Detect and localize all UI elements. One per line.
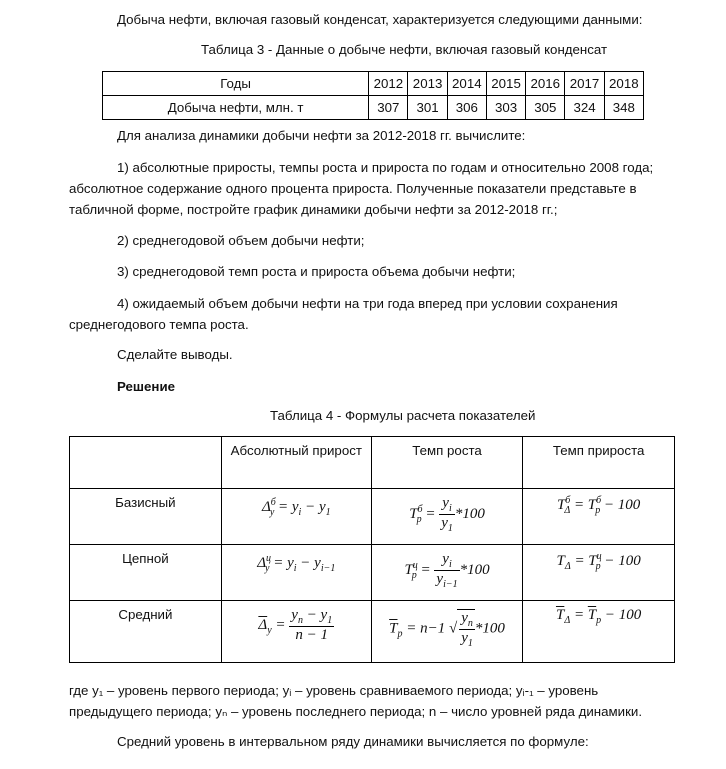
formula-increase-chain: $T_\Delta = T^ц_p - 100$ [523,545,675,601]
formula-growth-basic: $T^б_p$ = $\frac{y_i}{y_1}$ *100 [371,489,522,545]
table3-row-values [103,96,644,120]
table3-year: 2014 [447,72,486,96]
task-1: 1) абсолютные приросты, темпы роста и прироста по годам и относительно 2008 года; абсолютное содержание одного процента прироста. Полученные показатели представьте в табличной форме, постройте график динамики добычи нефти за 2012-2018 гг.; [69,160,654,217]
table3-value: 306 [447,96,486,120]
table4-row-label-cell [70,601,222,663]
task-2: 2) среднегодовой объем добычи нефти; [117,233,365,248]
table3-row-years [103,72,644,96]
table4-header-cell [221,437,371,489]
table3 [102,71,644,120]
formula-increase-basic: $T^б_\Delta = T^б_p - 100$ [523,489,675,545]
table4-row-average [70,601,675,663]
table3-year: 2016 [526,72,565,96]
intro-text: Добыча нефти, включая газовый конденсат, характеризуется следующими данными: [117,12,643,27]
table4-row-label-cell [70,489,222,545]
table4-row-basic [70,489,675,545]
task-3: 3) среднегодовой темп роста и прироста объема добычи нефти; [117,264,516,279]
table4-header-cell [371,437,522,489]
table4-caption: Таблица 4 - Формулы расчета показателей [270,408,536,423]
table3-value: 307 [369,96,408,120]
table4-header-row [70,437,675,489]
table3-value: 324 [565,96,604,120]
last-line: Средний уровень в интервальном ряду динамики вычисляется по формуле: [117,734,589,749]
table3-year: 2012 [369,72,408,96]
formula-abs-chain: $\Delta^ц_y = y_i - y_{i-1}$ [221,545,371,601]
formula-abs-average: $\overline{\Delta}_y$ = $\frac{y_n - y_1}{n - 1}$ [221,601,371,663]
table3-value: 348 [604,96,643,120]
formula-growth-chain: $T^ц_p$ = $\frac{y_i}{y_{i-1}}$ *100 [371,545,522,601]
table3-year: 2013 [408,72,447,96]
table4-row-label-cell [70,545,222,601]
table3-header-label: Годы [103,72,369,96]
table3-year: 2017 [565,72,604,96]
solution-heading: Решение [117,379,176,394]
task-4: 4) ожидаемый объем добычи нефти на три года вперед при условии сохранения среднегодового темпа роста. [69,296,618,332]
formula-abs-basic: $\Delta^б_y = y_i - y_1$ [221,489,371,545]
table4-header-absolute: Абсолютный прирост [230,443,362,458]
table4-header-growth: Темп роста [412,443,482,458]
formula-increase-average: $\overline{T}_\Delta = \overline{T}_p - 100$ [523,601,675,663]
table4-row-label: Базисный [115,495,176,510]
table3-value: 301 [408,96,447,120]
conclusion-text: Сделайте выводы. [117,347,233,362]
task-intro: Для анализа динамики добычи нефти за 2012-2018 гг. вычислите: [117,128,526,143]
table4-header-cell [523,437,675,489]
table3-values-label: Добыча нефти, млн. т [103,96,369,120]
legend-text: где y₁ – уровень первого периода; yᵢ – уровень сравниваемого периода; yᵢ-₁ – уровень предыдущего периода; yₙ – уровень последнего периода; n – число уровней ряда динамики. [69,683,643,719]
table4-row-chain [70,545,675,601]
table4-header-increase: Темп прироста [552,443,645,458]
table4-row-label: Цепной [122,551,169,566]
formula-growth-average: $\overline{T}_p = n-1$ √ $\frac{y_n}{y_1}$ *100 [371,601,522,663]
table3-caption: Таблица 3 - Данные о добыче нефти, включая газовый конденсат [201,42,608,57]
table3-value: 303 [486,96,525,120]
table3-year: 2015 [486,72,525,96]
table4-header-empty [70,437,222,489]
table4 [69,436,675,663]
table3-year: 2018 [604,72,643,96]
table4-row-label: Средний [118,607,173,622]
table3-value: 305 [526,96,565,120]
